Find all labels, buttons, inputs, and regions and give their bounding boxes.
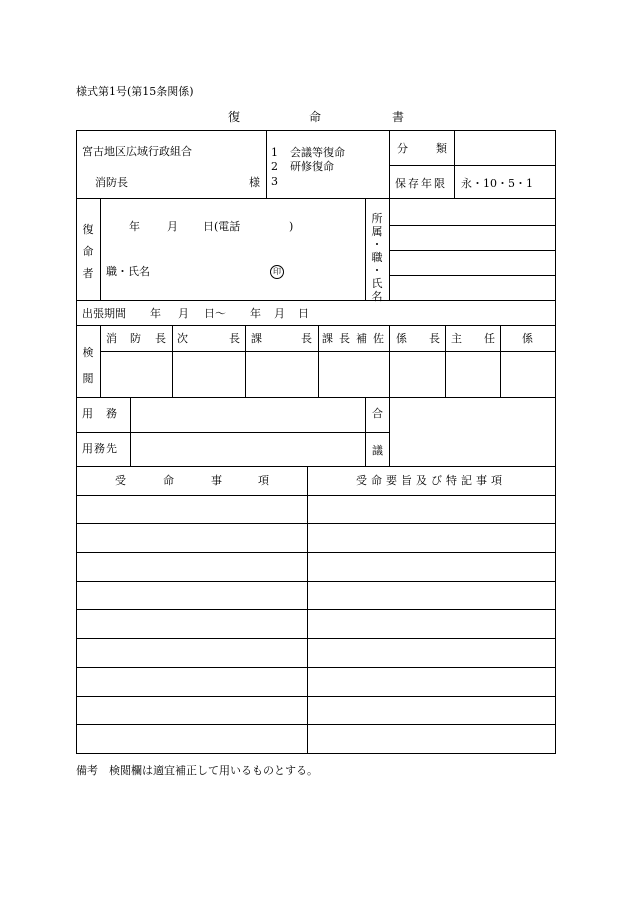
name-label: 職・氏名: [106, 265, 150, 278]
table-row: [77, 553, 555, 581]
purpose-label-2: 務: [106, 407, 117, 420]
section-divider: [76, 198, 556, 199]
table-row: [77, 725, 555, 753]
honorific-sama: 様: [249, 176, 260, 189]
items-left-header-4: 項: [258, 474, 269, 487]
table-row: [77, 668, 555, 696]
affiliation-label: 所 属 ・ 職 ・ 氏 名: [371, 212, 383, 303]
trip-start-day: 日〜: [204, 307, 226, 320]
consult-label-2: 議: [372, 444, 383, 457]
consult-label-1: 合: [372, 407, 383, 420]
option-num-1: 1: [271, 146, 278, 159]
trip-end-year: 年: [250, 307, 261, 320]
form-title-3: 書: [392, 110, 405, 124]
review-col-subsection-chief-2: 長: [429, 332, 440, 345]
reporter-label: 復 命 者: [82, 223, 94, 280]
date-month: 月: [167, 220, 178, 233]
classification-label-1: 分: [397, 142, 408, 155]
items-left-header-3: 事: [211, 474, 222, 487]
review-col-fire-chief-3: 長: [155, 332, 166, 345]
trip-start-year: 年: [150, 307, 161, 320]
review-col-assistant-1: 課: [322, 332, 333, 345]
table-row: [77, 639, 555, 667]
review-col-chief-staff-1: 主: [451, 332, 462, 345]
border-top: [76, 130, 556, 131]
form-number: 様式第1号(第15条関係): [76, 85, 194, 98]
date-phone: 日(電話: [203, 220, 241, 233]
form-title-2: 命: [309, 110, 322, 124]
review-col-staff: 係: [522, 332, 533, 345]
items-left-header-1: 受: [115, 474, 126, 487]
date-phone-close: ): [289, 220, 294, 233]
classification-label-2: 類: [436, 142, 447, 155]
review-col-assistant-4: 佐: [373, 332, 384, 345]
option-label-1: 会議等復命: [290, 146, 345, 159]
table-row: [77, 697, 555, 724]
items-right-header: 受命要旨及び特記事項: [356, 474, 506, 487]
review-col-fire-chief-2: 防: [130, 332, 141, 345]
review-col-assistant-2: 長: [339, 332, 350, 345]
date-year: 年: [129, 220, 140, 233]
option-label-2: 研修復命: [290, 160, 334, 173]
border-right: [555, 130, 556, 754]
addressee-organization: 宮古地区広域行政組合: [82, 145, 192, 158]
retention-value: 永・10・5・1: [461, 177, 533, 190]
review-col-chief-staff-2: 任: [484, 332, 495, 345]
review-col-section-chief-1: 課: [251, 332, 262, 345]
review-col-deputy-2: 長: [229, 332, 240, 345]
review-col-section-chief-2: 長: [301, 332, 312, 345]
form-title-1: 復: [228, 110, 241, 124]
items-left-header-2: 命: [163, 474, 174, 487]
retention-label: 保存年限: [395, 177, 447, 190]
table-row: [77, 496, 555, 523]
purpose-label-1: 用: [82, 407, 93, 420]
footnote: 備考 検閲欄は適宜補正して用いるものとする。: [76, 764, 318, 777]
review-col-subsection-chief-1: 係: [396, 332, 407, 345]
review-label: 検 閲: [82, 346, 94, 385]
table-row: [77, 524, 555, 552]
option-num-2: 2: [271, 160, 278, 173]
option-num-3: 3: [271, 175, 278, 188]
review-col-assistant-3: 補: [356, 332, 367, 345]
review-col-fire-chief-1: 消: [106, 332, 117, 345]
trip-end-month: 月: [274, 307, 285, 320]
trip-end-day: 日: [298, 307, 309, 320]
trip-period-label: 出張期間: [82, 307, 126, 320]
trip-start-month: 月: [178, 307, 189, 320]
review-col-deputy-1: 次: [177, 332, 188, 345]
addressee-title: 消防長: [95, 176, 128, 189]
table-row: [77, 610, 555, 638]
seal-mark: 印: [270, 265, 284, 279]
border-bottom: [76, 753, 556, 754]
table-row: [77, 582, 555, 609]
destination-label: 用務先: [82, 442, 118, 455]
